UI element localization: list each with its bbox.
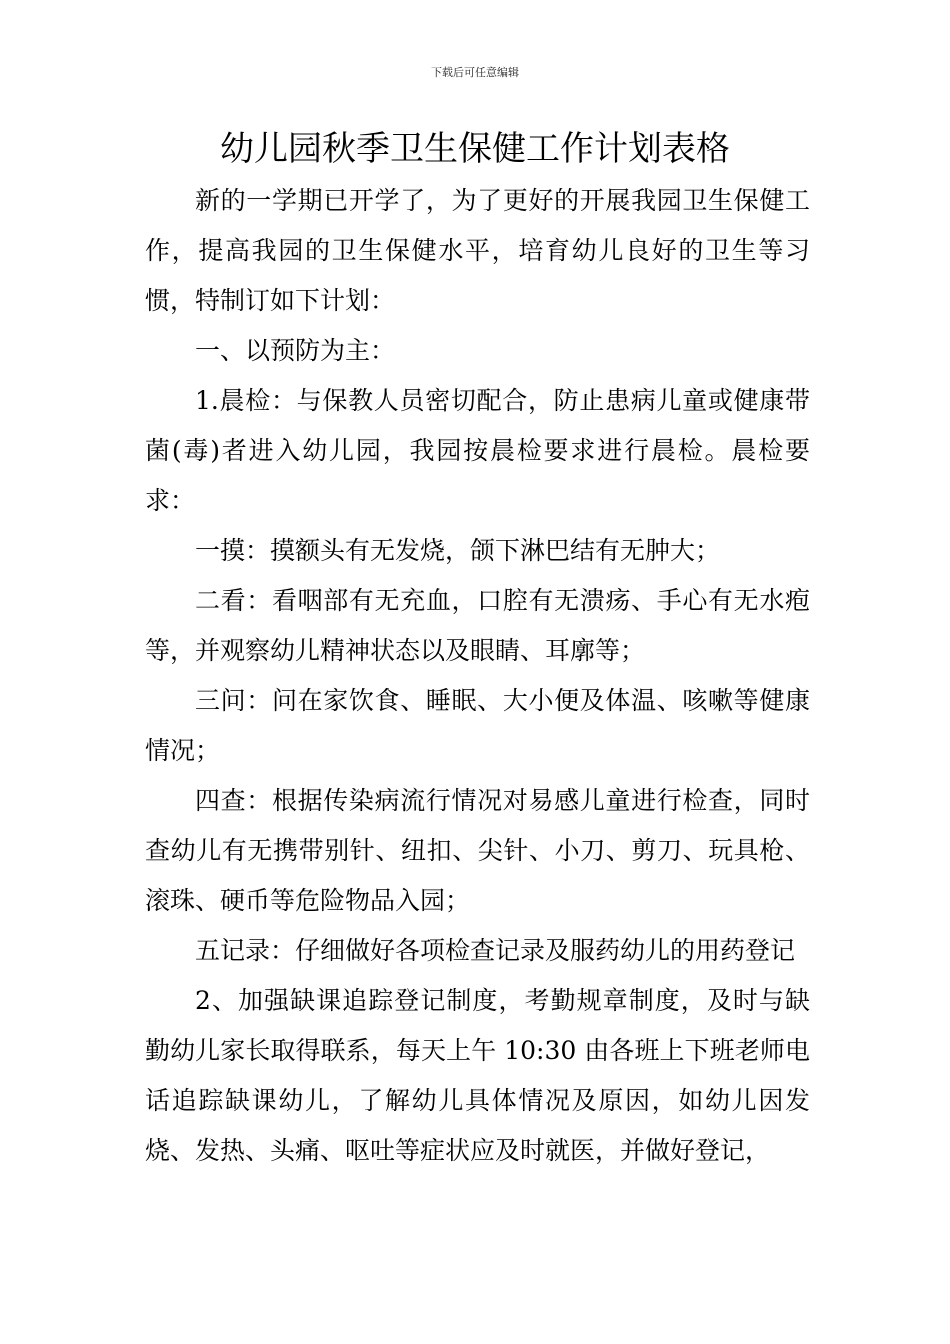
paragraph: 1.晨检：与保教人员密切配合，防止患病儿童或健康带菌(毒)者进入幼儿园，我园按晨检要求进行晨检。晨检要求： [145,386,810,515]
paragraph: 一摸：摸额头有无发烧，颌下淋巴结有无肿大； [195,536,721,565]
paragraph: 二看：看咽部有无充血，口腔有无溃疡、手心有无水疱等，并观察幼儿精神状态以及眼睛、耳廓等； [145,586,810,665]
paragraph: 2、加强缺课追踪登记制度，考勤规章制度，及时与缺勤幼儿家长取得联系，每天上午 10:30 由各班上下班老师电话追踪缺课幼儿，了解幼儿具体情况及原因，如幼儿因发烧、发热、头痛、呕吐等症状应及时就医，并做好登记， [145,986,810,1165]
paragraph: 新的一学期已开学了，为了更好的开展我园卫生保健工作，提高我园的卫生保健水平，培育幼儿良好的卫生等习惯，特制订如下计划： [145,186,810,315]
paragraph: 三问：问在家饮食、睡眠、大小便及体温、咳嗽等健康情况； [145,686,810,765]
header-note: 下载后可任意编辑 [431,66,519,79]
document-title: 幼儿园秋季卫生保健工作计划表格 [220,129,730,169]
paragraph: 四查：根据传染病流行情况对易感儿童进行检查，同时查幼儿有无携带别针、纽扣、尖针、小刀、剪刀、玩具枪、滚珠、硬币等危险物品入园； [145,786,810,915]
paragraph: 五记录：仔细做好各项检查记录及服药幼儿的用药登记 [195,936,796,965]
paragraph: 一、以预防为主： [195,336,396,365]
document-body [145,176,810,1176]
